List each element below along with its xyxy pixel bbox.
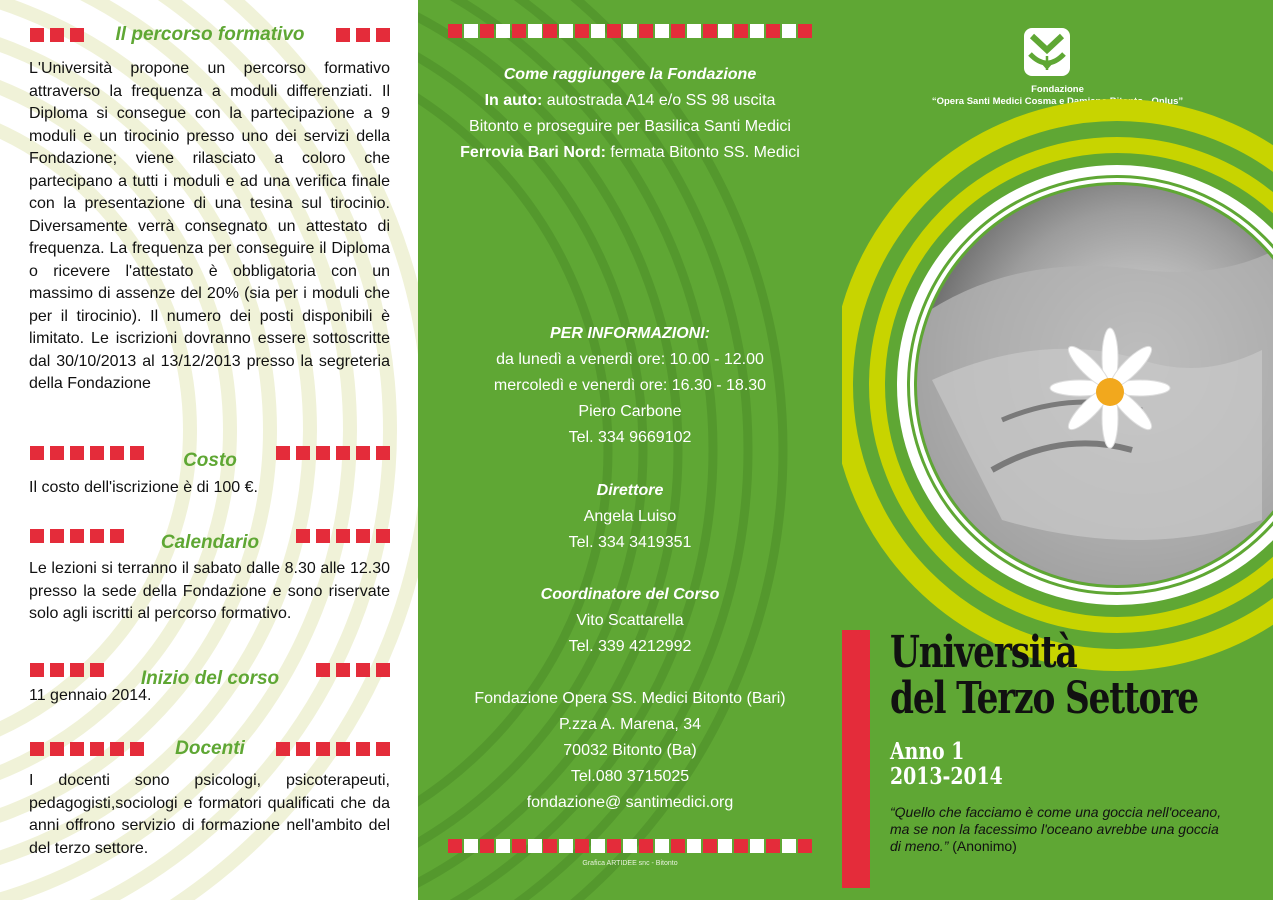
car-label: In auto:: [484, 92, 543, 109]
section-header-costo: [30, 434, 390, 472]
red-accent-bar: [842, 630, 870, 888]
directions-title: Come raggiungere la Fondazione: [503, 66, 757, 83]
red-squares: [30, 663, 104, 677]
section-text-calendario: Le lezioni si terranno il sabato dalle 8.30 alle 12.30 presso la sede della Fondazione e sono riservate solo agli iscritti al percorso formativo.: [29, 560, 390, 622]
section-title-calendario: Calendario: [160, 532, 260, 553]
coordinator-block: [418, 582, 842, 660]
address-line-3: 70032 Bitonto (Ba): [563, 742, 697, 759]
right-panel: [842, 0, 1273, 900]
red-squares: [30, 529, 124, 543]
coordinator-tel: Tel. 339 4212992: [568, 638, 692, 655]
directions-block: [418, 62, 842, 166]
address-block: [418, 686, 842, 816]
director-name: Angela Luiso: [583, 508, 677, 525]
director-tel: Tel. 334 3419351: [568, 534, 692, 551]
director-block: [418, 478, 842, 556]
address-email[interactable]: fondazione@ santimedici.org: [526, 794, 734, 811]
address-line-1: Fondazione Opera SS. Medici Bitonto (Bari): [474, 690, 786, 707]
info-contact-name: Piero Carbone: [578, 403, 682, 420]
red-squares: [30, 446, 144, 460]
directions-car-2: Bitonto e proseguire per Basilica Santi Medici: [469, 118, 791, 135]
info-hours-2: mercoledì e venerdì ore: 16.30 - 18.30: [493, 377, 767, 394]
org-name-line-2: “Opera Santi Medici Cosma e Damiano Bitonto - Onlus”: [931, 96, 1184, 107]
section-title-percorso: Il percorso formativo: [115, 24, 305, 45]
coordinator-name: Vito Scattarella: [576, 612, 684, 629]
train-label: Ferrovia Bari Nord:: [460, 144, 606, 161]
quote: [890, 804, 1230, 855]
red-squares: [276, 742, 390, 756]
section-text-inizio: 11 gennaio 2014.: [29, 687, 152, 704]
left-panel: [0, 0, 418, 900]
red-squares: [296, 529, 390, 543]
brochure-title: [890, 627, 1198, 724]
top-red-squares: [448, 24, 812, 38]
red-squares: [30, 28, 84, 42]
bottom-red-squares: [448, 839, 812, 853]
train-text: fermata Bitonto SS. Medici: [605, 144, 800, 161]
red-squares: [30, 742, 144, 756]
quote-text: “Quello che facciamo è come una goccia nell'oceano, ma se non la facessimo l'oceano avrebbe una goccia di meno.”: [890, 804, 1222, 854]
section-header-percorso: [30, 24, 390, 46]
section-header-inizio: [30, 650, 390, 690]
year-line-1: Anno 1: [890, 738, 965, 765]
info-block: [418, 321, 842, 451]
design-credit: Grafica ARTIDEE snc - Bitonto: [582, 860, 678, 867]
title-line-1: Università: [890, 627, 1077, 678]
section-title-inizio: Inizio del corso: [140, 668, 280, 689]
org-name-line-1: Fondazione: [1031, 84, 1084, 95]
title-line-2: del Terzo Settore: [890, 673, 1198, 724]
red-squares: [316, 663, 390, 677]
section-text-percorso: L'Università propone un percorso formativo attraverso la frequenza a moduli differenziati. Il Diploma si consegue con la partecipazione a 9 moduli e un tirocinio presso uno dei servizi della Fondazione; viene rilasciato a coloro che partecipano a tutti i moduli e ad una verifica finale con la presentazione di una tesina sul tirocinio. Diversamente verrà consegnato un attestato di frequenza. La frequenza per conseguire il Diploma o ricevere l'attestato è obbligatoria con un massimo di assenze del 20% (sia per i moduli che per il tirocinio). Il numero dei posti disponibili è limitato. Le iscrizioni dovranno essere sottoscritte dal 30/10/2013 al 13/12/2013 presso la segreteria della Fondazione: [29, 60, 390, 392]
coordinator-title: Coordinatore del Corso: [540, 586, 720, 603]
section-text-docenti: I docenti sono psicologi, psicoterapeuti, pedagogisti,sociologi e formatori qualificati che da anni offrono servizio di formazione nell'ambito del del terzo settore.: [29, 772, 390, 857]
red-squares: [276, 446, 390, 460]
address-phone: Tel.080 3715025: [570, 768, 690, 785]
director-title: Direttore: [596, 482, 664, 499]
directions-car: [418, 88, 842, 114]
section-header-docenti: [30, 738, 390, 760]
middle-panel: [418, 0, 842, 900]
info-contact-tel: Tel. 334 9669102: [568, 429, 692, 446]
quote-author: (Anonimo): [948, 838, 1017, 854]
section-text-costo: Il costo dell'iscrizione è di 100 €.: [29, 479, 258, 496]
red-squares: [336, 28, 390, 42]
section-title-costo: Costo: [183, 450, 237, 471]
address-line-2: P.zza A. Marena, 34: [558, 716, 701, 733]
year-line-2: 2013-2014: [890, 763, 1003, 790]
info-hours-1: da lunedì a venerdì ore: 10.00 - 12.00: [496, 351, 764, 368]
info-title: PER INFORMAZIONI:: [550, 325, 710, 342]
car-text: autostrada A14 e/o SS 98 uscita: [542, 92, 776, 109]
directions-train: [418, 140, 842, 166]
section-header-calendario: [30, 518, 390, 554]
section-title-docenti: Docenti: [175, 738, 245, 759]
